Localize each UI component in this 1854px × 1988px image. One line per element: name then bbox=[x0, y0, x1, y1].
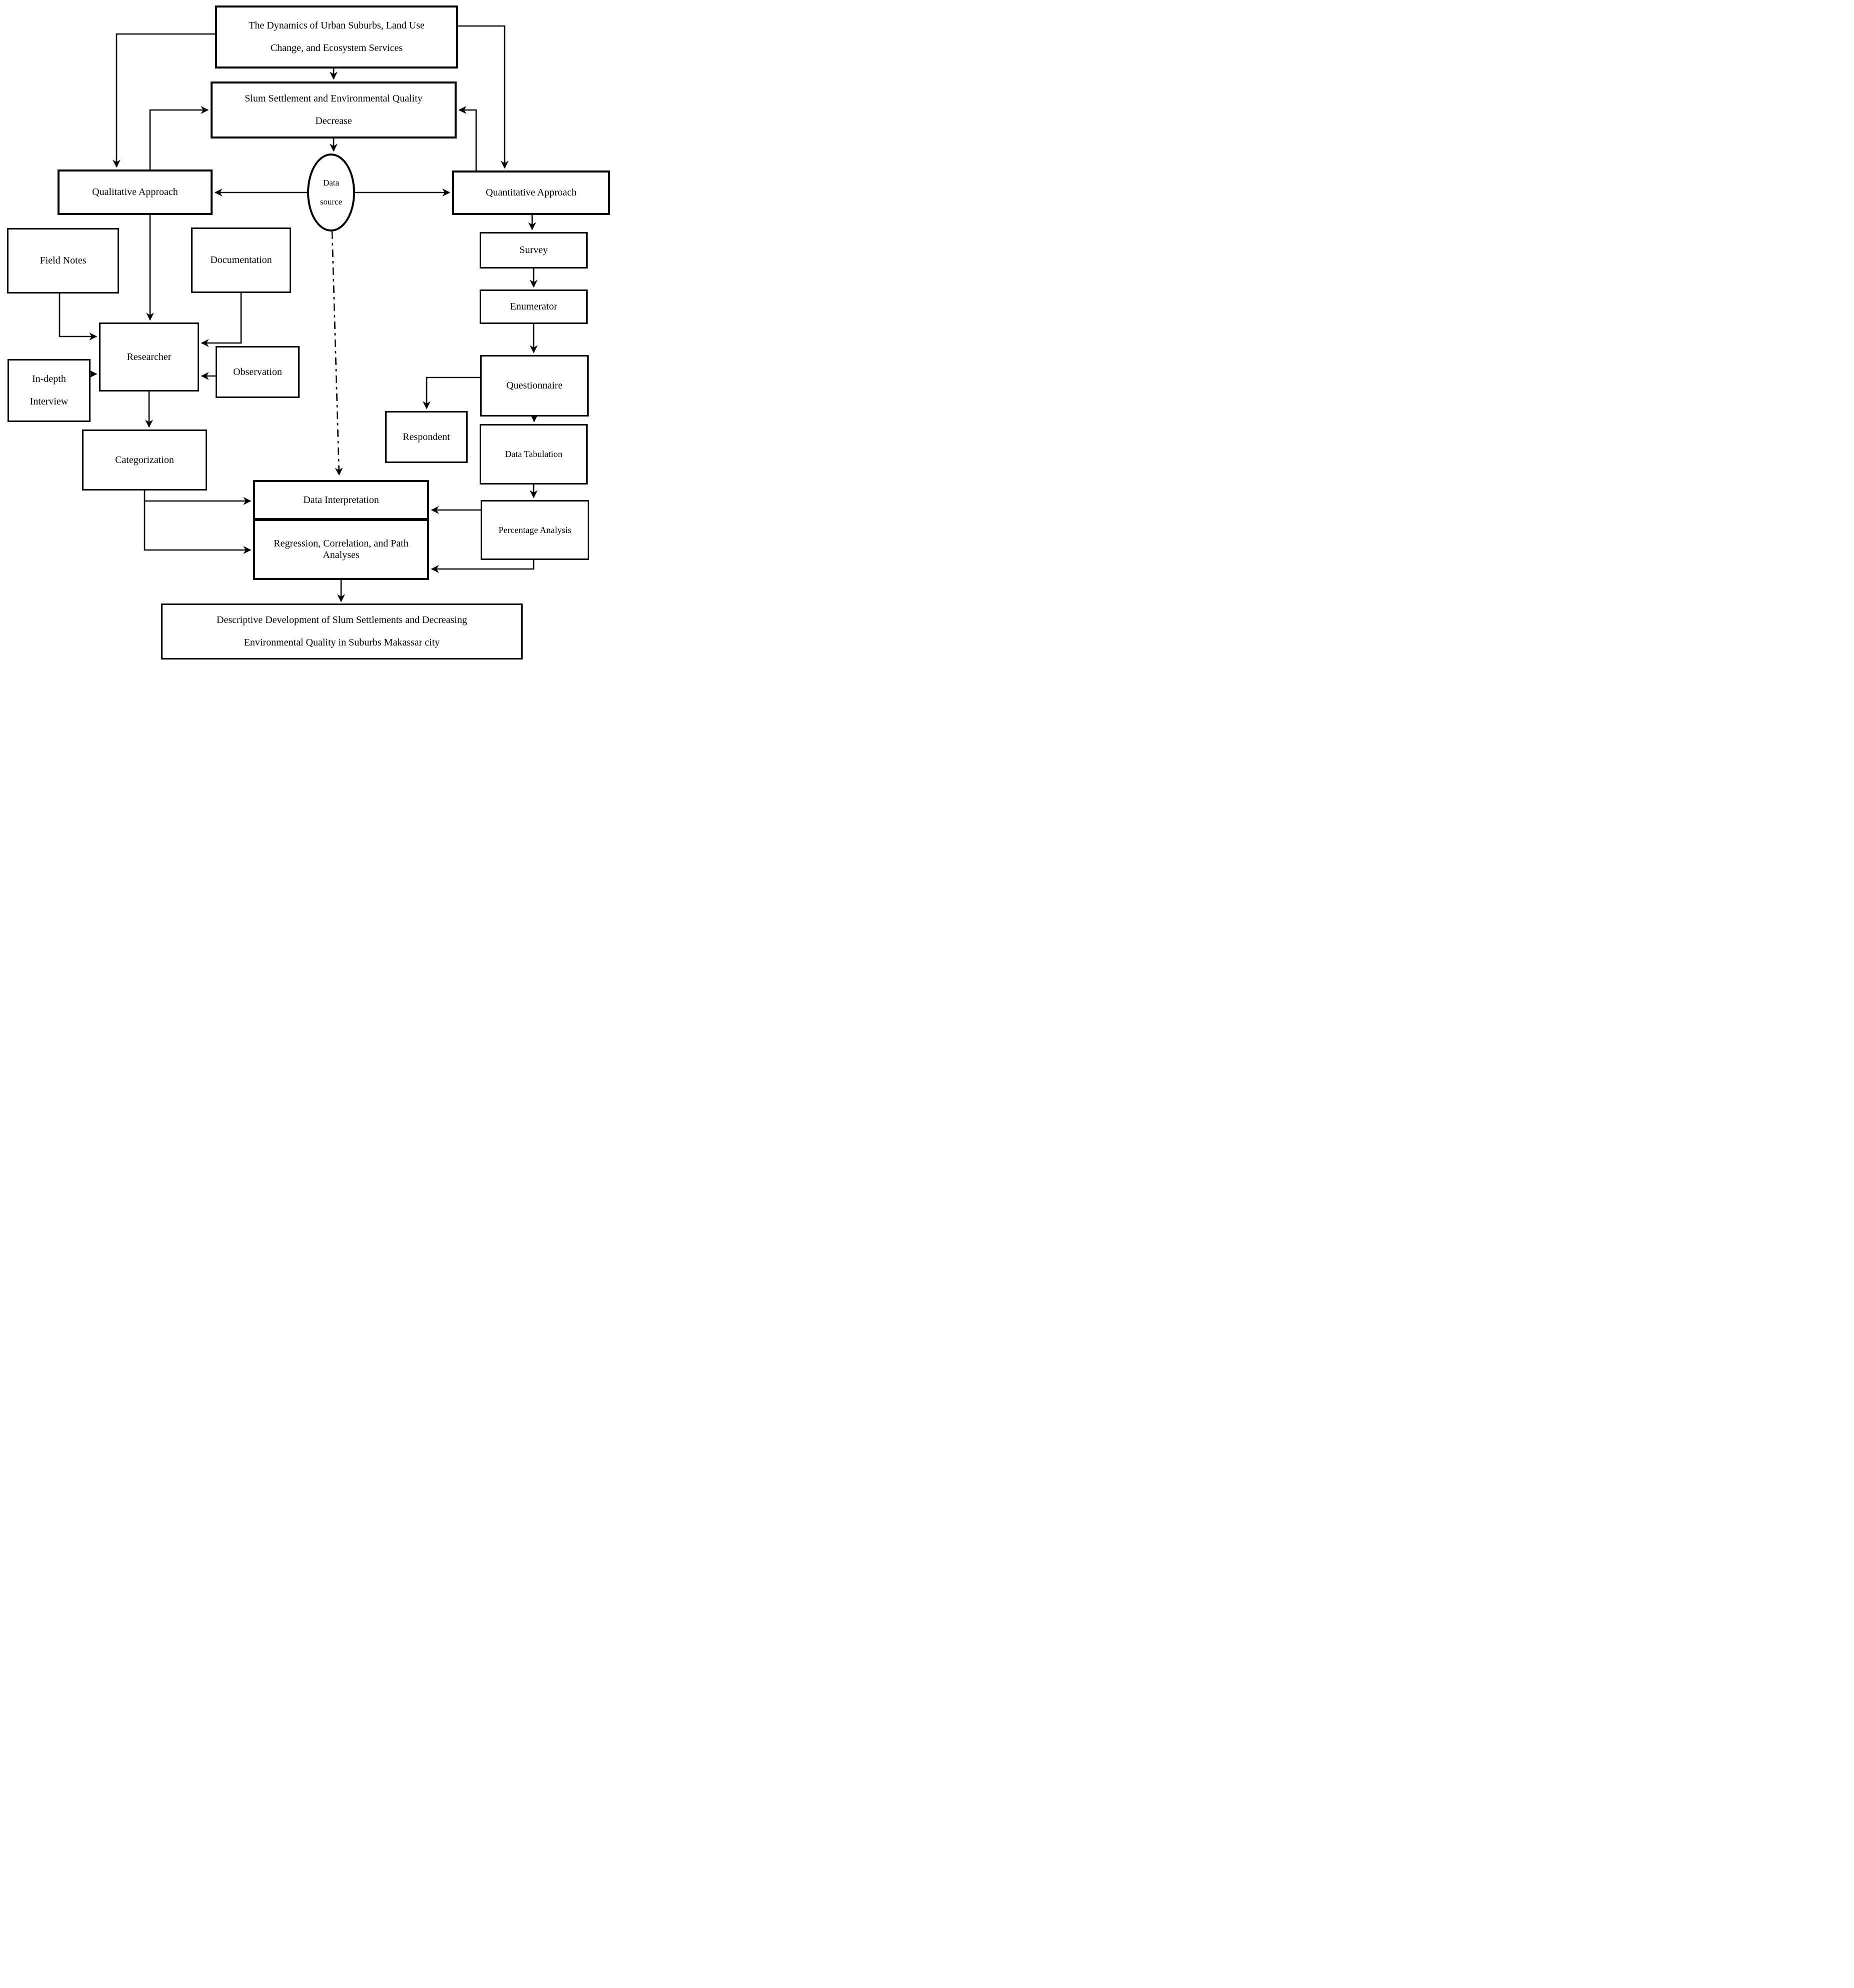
arrow-quantitative-to-slum bbox=[459, 110, 476, 170]
node-observation-label: Observation bbox=[233, 366, 282, 378]
node-documentation-label: Documentation bbox=[210, 254, 272, 266]
node-quantitative-label: Quantitative Approach bbox=[486, 187, 577, 198]
node-respondent bbox=[385, 411, 468, 463]
node-regression bbox=[255, 521, 427, 578]
node-outcome bbox=[161, 604, 523, 660]
node-slum-label: Decrease bbox=[315, 116, 352, 126]
node-top-label: The Dynamics of Urban Suburbs, Land Use bbox=[249, 20, 425, 31]
node-data-tabulation-label: Data Tabulation bbox=[505, 449, 563, 460]
node-data-tabulation bbox=[480, 424, 588, 484]
node-percentage-analysis-label: Percentage Analysis bbox=[498, 524, 572, 535]
node-observation bbox=[216, 346, 300, 398]
arrow-questionnaire-to-respondent bbox=[427, 378, 480, 408]
node-quantitative bbox=[452, 170, 610, 215]
node-respondent-label: Respondent bbox=[403, 431, 450, 442]
node-slum-label: Slum Settlement and Environmental Quality bbox=[245, 93, 423, 104]
node-survey-label: Survey bbox=[519, 244, 548, 256]
node-regression-label: Regression, Correlation, and Path bbox=[274, 538, 409, 549]
arrow-qualitative-to-slum bbox=[150, 110, 208, 170]
node-field-notes bbox=[7, 228, 119, 294]
node-outcome-label: Descriptive Development of Slum Settlements and Decreasing bbox=[217, 614, 467, 626]
arrow-top-to-qualitative bbox=[117, 34, 215, 167]
node-slum bbox=[211, 82, 457, 138]
node-categorization-label: Categorization bbox=[115, 454, 174, 466]
node-qualitative bbox=[58, 170, 213, 215]
arrow-documentation-to-researcher bbox=[202, 293, 241, 343]
node-questionnaire-label: Questionnaire bbox=[506, 380, 563, 391]
arrow-percentage-to-regression bbox=[432, 560, 534, 569]
node-top bbox=[215, 6, 458, 68]
node-data-interpretation bbox=[255, 482, 427, 518]
node-researcher-label: Researcher bbox=[127, 351, 172, 362]
node-data-source-label: source bbox=[320, 197, 343, 206]
node-outcome-label: Environmental Quality in Suburbs Makassar city bbox=[244, 637, 440, 648]
arrow-categorization-to-regression bbox=[145, 501, 251, 550]
node-questionnaire bbox=[480, 355, 589, 416]
arrow-top-to-quantitative bbox=[458, 26, 505, 168]
node-percentage-analysis bbox=[481, 500, 589, 560]
node-in-depth-interview-label: In-depth bbox=[32, 374, 66, 384]
node-in-depth-interview bbox=[8, 359, 91, 422]
node-regression-label: Analyses bbox=[323, 550, 360, 560]
node-in-depth-interview-label: Interview bbox=[30, 396, 69, 407]
node-top-label: Change, and Ecosystem Services bbox=[270, 42, 403, 54]
arrow-categorization-to-interpretation bbox=[145, 490, 251, 501]
node-data-interpretation-label: Data Interpretation bbox=[303, 494, 379, 506]
node-data-source bbox=[307, 154, 355, 232]
arrow-fieldnotes-to-researcher bbox=[60, 294, 97, 336]
node-documentation bbox=[191, 228, 291, 293]
node-interpretation-regression-group bbox=[253, 480, 429, 580]
node-data-source-label: Data bbox=[323, 178, 340, 188]
node-survey bbox=[480, 232, 588, 268]
node-qualitative-label: Qualitative Approach bbox=[92, 186, 178, 198]
node-categorization bbox=[82, 430, 207, 490]
flowchart-canvas bbox=[0, 0, 618, 662]
node-field-notes-label: Field Notes bbox=[40, 255, 87, 266]
node-researcher bbox=[99, 322, 199, 392]
node-enumerator bbox=[480, 290, 588, 324]
node-enumerator-label: Enumerator bbox=[510, 301, 558, 312]
arrow-datasource-to-interpretation bbox=[332, 232, 339, 475]
